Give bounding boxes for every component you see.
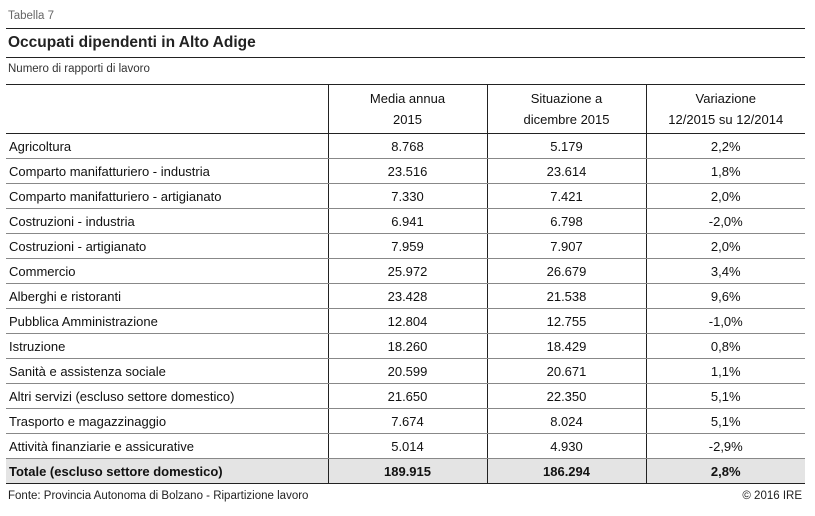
dicembre-cell: 7.907: [487, 234, 646, 259]
dicembre-cell: 8.024: [487, 409, 646, 434]
table-row: [6, 209, 805, 234]
variazione-cell: 1,8%: [646, 159, 805, 184]
total-row: [6, 459, 805, 484]
table-row: [6, 184, 805, 209]
media-cell: 8.768: [328, 134, 487, 159]
header-line-1: Media annua: [369, 91, 446, 106]
header-sector: [6, 85, 328, 134]
variazione-cell: 1,1%: [646, 359, 805, 384]
sector-cell: Sanità e assistenza sociale: [6, 359, 328, 384]
media-cell: 23.428: [328, 284, 487, 309]
header-line-1: Variazione: [695, 91, 756, 106]
dicembre-cell: 20.671: [487, 359, 646, 384]
dicembre-cell: 6.798: [487, 209, 646, 234]
dicembre-cell: 18.429: [487, 334, 646, 359]
variazione-cell: 2,0%: [646, 234, 805, 259]
header-media-annua: [328, 85, 487, 134]
table-row: [6, 434, 805, 459]
table-row: [6, 309, 805, 334]
dicembre-cell: 26.679: [487, 259, 646, 284]
dicembre-cell: 21.538: [487, 284, 646, 309]
media-cell: 25.972: [328, 259, 487, 284]
sector-cell: Comparto manifatturiero - artigianato: [6, 184, 328, 209]
header-line-1: Situazione a: [530, 91, 603, 106]
total-variazione-cell: 2,8%: [646, 459, 805, 484]
top-rule: [6, 28, 805, 29]
table-number-label: Tabella 7: [8, 10, 55, 22]
variazione-cell: 2,0%: [646, 184, 805, 209]
variazione-cell: 3,4%: [646, 259, 805, 284]
dicembre-cell: 4.930: [487, 434, 646, 459]
table-row: [6, 334, 805, 359]
table-row: [6, 134, 805, 159]
dicembre-cell: 5.179: [487, 134, 646, 159]
media-cell: 5.014: [328, 434, 487, 459]
sector-cell: Altri servizi (escluso settore domestico): [6, 384, 328, 409]
table-row: [6, 259, 805, 284]
media-cell: 18.260: [328, 334, 487, 359]
sector-cell: Costruzioni - industria: [6, 209, 328, 234]
source-note: Fonte: Provincia Autonoma di Bolzano - Ripartizione lavoro: [8, 490, 309, 502]
sector-cell: Costruzioni - artigianato: [6, 234, 328, 259]
media-cell: 7.674: [328, 409, 487, 434]
header-situazione: [487, 85, 646, 134]
sector-cell: Comparto manifatturiero - industria: [6, 159, 328, 184]
media-cell: 20.599: [328, 359, 487, 384]
sector-cell: Alberghi e ristoranti: [6, 284, 328, 309]
title-rule: [6, 57, 805, 58]
table-row: [6, 359, 805, 384]
sector-cell: Istruzione: [6, 334, 328, 359]
variazione-cell: 5,1%: [646, 384, 805, 409]
sector-cell: Trasporto e magazzinaggio: [6, 409, 328, 434]
variazione-cell: -2,9%: [646, 434, 805, 459]
table-row: [6, 234, 805, 259]
dicembre-cell: 23.614: [487, 159, 646, 184]
sector-cell: Pubblica Amministrazione: [6, 309, 328, 334]
header-row: [6, 85, 805, 134]
dicembre-cell: 7.421: [487, 184, 646, 209]
dicembre-cell: 12.755: [487, 309, 646, 334]
table-title: Occupati dipendenti in Alto Adige: [8, 34, 256, 51]
variazione-cell: 9,6%: [646, 284, 805, 309]
dicembre-cell: 22.350: [487, 384, 646, 409]
variazione-cell: -2,0%: [646, 209, 805, 234]
table-row: [6, 409, 805, 434]
media-cell: 23.516: [328, 159, 487, 184]
sector-cell: Attività finanziarie e assicurative: [6, 434, 328, 459]
variazione-cell: -1,0%: [646, 309, 805, 334]
media-cell: 6.941: [328, 209, 487, 234]
total-sector-cell: Totale (escluso settore domestico): [6, 459, 328, 484]
media-cell: 7.959: [328, 234, 487, 259]
copyright-note: © 2016 IRE: [742, 490, 802, 502]
media-cell: 7.330: [328, 184, 487, 209]
header-variazione: [646, 85, 805, 134]
variazione-cell: 2,2%: [646, 134, 805, 159]
table-subtitle: Numero di rapporti di lavoro: [8, 63, 150, 75]
header-line-2: dicembre 2015: [523, 112, 610, 127]
variazione-cell: 5,1%: [646, 409, 805, 434]
total-media-cell: 189.915: [328, 459, 487, 484]
media-cell: 12.804: [328, 309, 487, 334]
media-cell: 21.650: [328, 384, 487, 409]
sector-cell: Agricoltura: [6, 134, 328, 159]
table-row: [6, 159, 805, 184]
variazione-cell: 0,8%: [646, 334, 805, 359]
table-row: [6, 284, 805, 309]
header-line-2: 12/2015 su 12/2014: [668, 112, 784, 127]
employment-table: [6, 84, 805, 484]
header-line-2: 2015: [393, 112, 422, 127]
sector-cell: Commercio: [6, 259, 328, 284]
table-row: [6, 384, 805, 409]
total-dicembre-cell: 186.294: [487, 459, 646, 484]
